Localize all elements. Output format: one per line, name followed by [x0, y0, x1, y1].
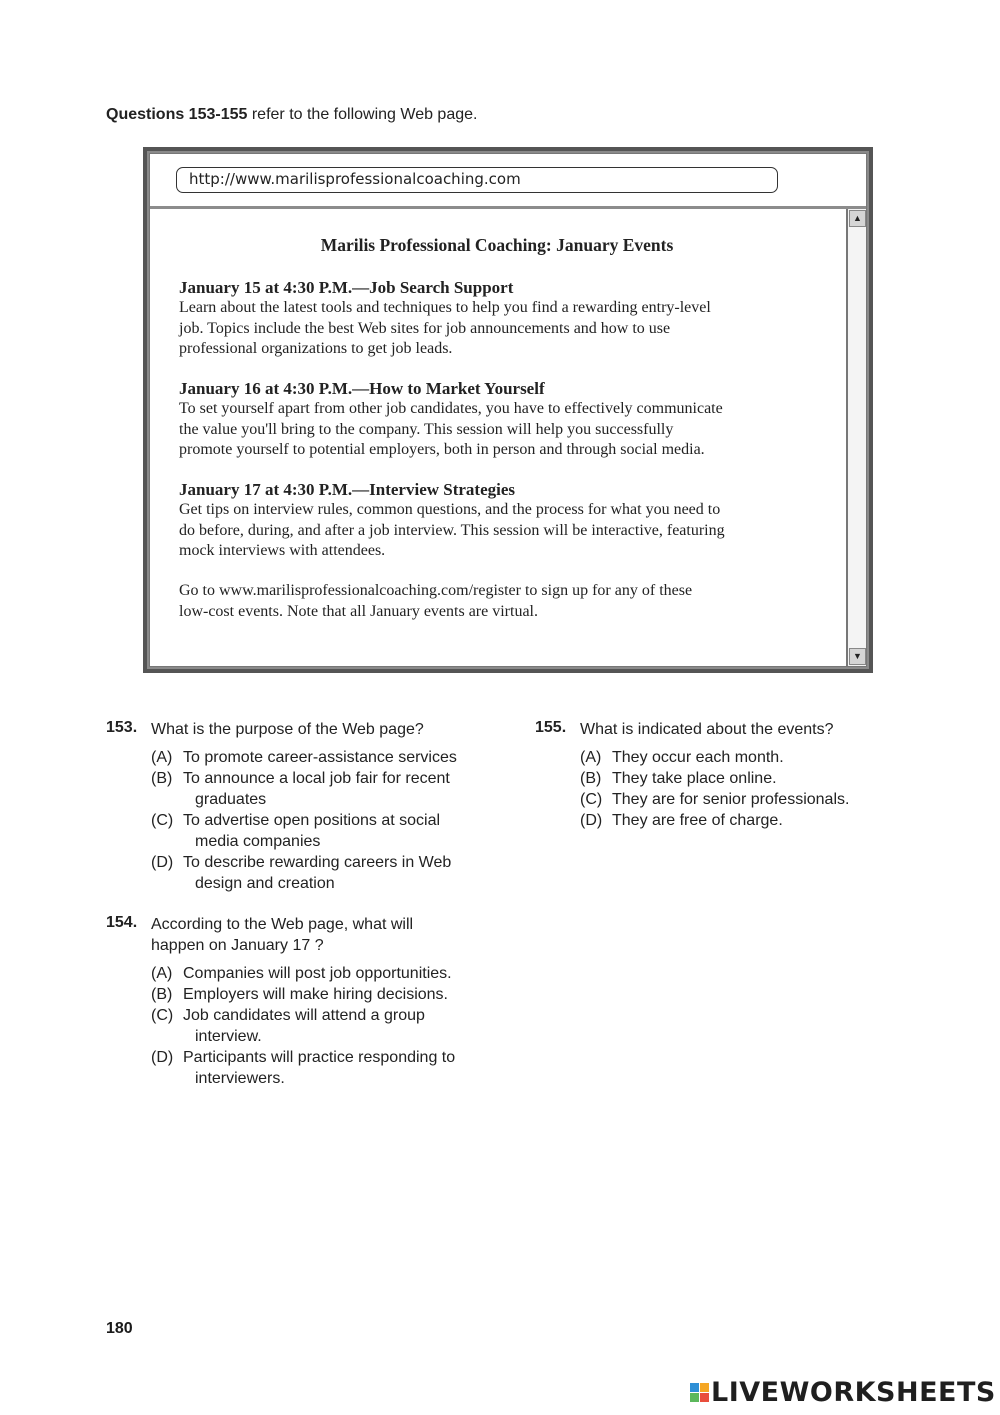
option-letter: (A): [151, 965, 173, 982]
option-text: design and creation: [195, 875, 335, 892]
option-letter: (B): [151, 770, 173, 787]
event-description: [179, 399, 829, 461]
scroll-down-arrow-icon[interactable]: ▼: [849, 648, 866, 665]
question-text: [151, 719, 424, 740]
option-text: To announce a local job fair for recent: [183, 770, 450, 787]
option-letter: (C): [151, 1007, 174, 1024]
option-letter: (C): [580, 791, 603, 808]
event-line: mock interviews with attendees.: [179, 542, 386, 559]
event-interview-strategies: [179, 480, 829, 562]
event-line: do before, during, and after a job interview. This session will be interactive, featuring: [179, 521, 725, 539]
option-text: They are for senior professionals.: [612, 791, 850, 808]
url-field[interactable]: http://www.marilisprofessionalcoaching.com: [176, 167, 778, 193]
option-d[interactable]: [151, 1047, 455, 1089]
option-text: graduates: [195, 791, 267, 808]
event-line: job. Topics include the best Web sites for job announcements and how to use: [179, 319, 671, 337]
option-text: Job candidates will attend a group: [183, 1007, 425, 1024]
register-line: low-cost events. Note that all January events are virtual.: [179, 602, 538, 620]
event-heading: January 15 at 4:30 P.M.—Job Search Support: [179, 278, 514, 297]
option-letter: (D): [580, 812, 603, 829]
option-c[interactable]: [151, 1005, 455, 1047]
event-line: Learn about the latest tools and techniques to help you find a rewarding entry-level: [179, 299, 711, 316]
option-letter: (D): [151, 854, 174, 871]
register-line: Go to www.marilisprofessionalcoaching.com/register to sign up for any of these: [179, 582, 693, 599]
intro-range: Questions 153-155: [106, 106, 248, 123]
question-number: 155.: [535, 719, 567, 736]
event-heading: January 16 at 4:30 P.M.—How to Market Yourself: [179, 379, 545, 398]
option-letter: (A): [580, 749, 602, 766]
option-text: Employers will make hiring decisions.: [183, 986, 448, 1003]
question-number: 154.: [106, 914, 138, 931]
option-text: media companies: [195, 833, 321, 850]
option-text: They occur each month.: [612, 749, 784, 766]
question-line: What is indicated about the events?: [580, 721, 834, 738]
question-line: What is the purpose of the Web page?: [151, 721, 424, 738]
page-title: Marilis Professional Coaching: January Events: [320, 235, 674, 255]
answer-options: [580, 747, 849, 831]
vertical-scrollbar[interactable]: [846, 209, 866, 666]
intro-rest: refer to the following Web page.: [247, 106, 478, 123]
page-number: 180: [106, 1320, 133, 1337]
logo-tile: [690, 1383, 699, 1392]
option-c[interactable]: [580, 789, 849, 810]
question-text: [151, 914, 413, 956]
event-market-yourself: [179, 379, 829, 461]
option-text: They are free of charge.: [612, 812, 783, 829]
liveworksheets-logo-icon: [690, 1383, 709, 1402]
event-line: Get tips on interview rules, common questions, and the process for what you need to: [179, 501, 721, 518]
option-text: They take place online.: [612, 770, 777, 787]
answer-options: [151, 963, 455, 1089]
event-description: [179, 500, 829, 562]
event-job-search-support: [179, 278, 829, 360]
logo-tile: [700, 1383, 709, 1392]
option-a[interactable]: [151, 747, 457, 768]
option-text: interviewers.: [195, 1070, 285, 1087]
event-description: [179, 298, 829, 360]
option-a[interactable]: [151, 963, 455, 984]
web-page-content: [150, 209, 844, 666]
option-d[interactable]: [151, 852, 457, 894]
option-b[interactable]: [580, 768, 849, 789]
option-letter: (C): [151, 812, 174, 829]
questions-intro: [106, 106, 477, 124]
event-line: promote yourself to potential employers, both in person and through social media.: [179, 441, 705, 458]
option-b[interactable]: [151, 984, 455, 1005]
option-letter: (B): [151, 986, 173, 1003]
option-text: To advertise open positions at social: [183, 812, 441, 829]
event-heading: January 17 at 4:30 P.M.—Interview Strategies: [179, 480, 516, 499]
option-a[interactable]: [580, 747, 849, 768]
option-text: Participants will practice responding to: [183, 1049, 456, 1066]
option-text: To describe rewarding careers in Web: [183, 854, 452, 871]
registration-note: [179, 581, 819, 622]
answer-options: [151, 747, 457, 894]
option-b[interactable]: [151, 768, 457, 810]
browser-frame: [149, 153, 867, 667]
brand-name: LIVEWORKSHEETS: [711, 1376, 996, 1408]
address-bar-area: [150, 154, 866, 209]
option-letter: (A): [151, 749, 173, 766]
event-line: professional organizations to get job leads.: [179, 340, 453, 357]
option-letter: (D): [151, 1049, 174, 1066]
web-page-window: [143, 147, 873, 673]
question-number: 153.: [106, 719, 138, 736]
question-text: [580, 719, 834, 740]
liveworksheets-brand[interactable]: [690, 1375, 996, 1409]
option-d[interactable]: [580, 810, 849, 831]
question-line: happen on January 17 ?: [151, 937, 324, 954]
option-text: Companies will post job opportunities.: [183, 965, 452, 982]
option-letter: (B): [580, 770, 602, 787]
scroll-up-arrow-icon[interactable]: ▲: [849, 210, 866, 227]
option-text: interview.: [195, 1028, 262, 1045]
option-c[interactable]: [151, 810, 457, 852]
event-line: To set yourself apart from other job candidates, you have to effectively communicate: [179, 400, 723, 417]
question-line: According to the Web page, what will: [151, 916, 414, 933]
logo-tile: [690, 1393, 699, 1402]
logo-tile: [700, 1393, 709, 1402]
event-line: the value you'll bring to the company. This session will help you successfully: [179, 420, 674, 438]
option-text: To promote career-assistance services: [183, 749, 457, 766]
